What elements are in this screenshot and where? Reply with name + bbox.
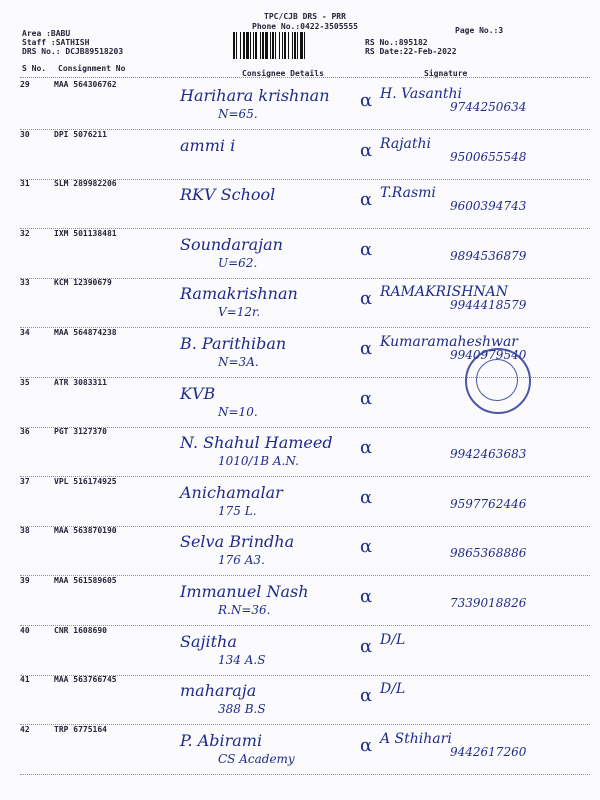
ampersand-mark: α [360, 685, 373, 706]
row-sno: 30 [20, 130, 30, 139]
consignment-number: KCM 12390679 [54, 278, 112, 287]
consignee-name: RKV School [180, 185, 276, 204]
staff-label: Staff :SATHISH [22, 38, 90, 47]
table-row [20, 477, 590, 527]
consignee-detail: 1010/1B A.N. [218, 454, 299, 468]
row-sno: 29 [20, 80, 30, 89]
ampersand-mark: α [360, 338, 373, 359]
consignee-name: N. Shahul Hameed [180, 433, 333, 452]
col-signature: Signature [424, 69, 468, 78]
table-row [20, 130, 590, 180]
consignee-detail: N=3A. [218, 355, 259, 369]
consignee-name: Ramakrishnan [180, 284, 298, 303]
consignment-number: VPL 516174925 [54, 477, 117, 486]
table-row [20, 675, 590, 725]
ampersand-mark: α [360, 586, 373, 607]
phone-number-written: 9442617260 [450, 745, 527, 759]
col-consignment: Consignment No [58, 64, 126, 73]
ampersand-mark: α [360, 735, 373, 756]
rs-number: RS No.:895182 [365, 38, 428, 47]
consignment-number: PGT 3127370 [54, 427, 107, 436]
consignment-number: CNR 1608690 [54, 626, 107, 635]
row-sno: 35 [20, 378, 30, 387]
table-row [20, 626, 590, 676]
phone-number-written: 7339018826 [450, 596, 527, 610]
consignee-name: Soundarajan [180, 235, 283, 254]
consignee-name: Anichamalar [180, 483, 283, 502]
ampersand-mark: α [360, 536, 373, 557]
drs-number: DRS No.: DCJB89518203 [22, 47, 124, 56]
table-row [20, 80, 590, 130]
phone-number-written: 9500655548 [450, 150, 527, 164]
consignment-number: MAA 563766745 [54, 675, 117, 684]
phone-number: Phone No.:0422-3505555 [252, 22, 358, 31]
row-sno: 33 [20, 278, 30, 287]
consignee-detail: N=10. [218, 405, 258, 419]
consignee-name: ammi i [180, 136, 236, 155]
row-sno: 37 [20, 477, 30, 486]
consignment-number: MAA 564874238 [54, 328, 117, 337]
ampersand-mark: α [360, 437, 373, 458]
table-row [20, 526, 590, 576]
consignee-detail: N=65. [218, 107, 258, 121]
row-sno: 41 [20, 675, 30, 684]
phone-number-written: 9944418579 [450, 298, 527, 312]
row-sno: 36 [20, 427, 30, 436]
consignee-name: Selva Brindha [180, 532, 295, 551]
table-row [20, 427, 590, 477]
row-sno: 39 [20, 576, 30, 585]
ampersand-mark: α [360, 487, 373, 508]
header-left-block [22, 29, 123, 56]
consignee-name: Harihara krishnan [180, 86, 330, 105]
signature: H. Vasanthi [380, 86, 462, 102]
col-consignee: Consignee Details [242, 69, 324, 78]
phone-number-written: 9600394743 [450, 199, 527, 213]
header-divider [20, 77, 590, 78]
ampersand-mark: α [360, 90, 373, 111]
consignee-detail: 175 L. [218, 504, 257, 518]
signature: Kumaramaheshwar [380, 334, 518, 350]
row-sno: 34 [20, 328, 30, 337]
consignment-number: IXM 501138481 [54, 229, 117, 238]
consignee-name: Sajitha [180, 632, 237, 651]
consignee-detail: R.N=36. [218, 603, 271, 617]
row-sno: 38 [20, 526, 30, 535]
ampersand-mark: α [360, 140, 373, 161]
consignment-number: SLM 289982206 [54, 179, 117, 188]
table-row [20, 278, 590, 328]
row-sno: 32 [20, 229, 30, 238]
signature: A Sthihari [380, 731, 452, 747]
consignee-detail: CS Academy [218, 752, 295, 766]
barcode [233, 32, 357, 59]
consignment-number: ATR 3083311 [54, 378, 107, 387]
table-row [20, 229, 590, 279]
row-sno: 42 [20, 725, 30, 734]
signature: Rajathi [380, 136, 432, 152]
consignee-detail: 176 A3. [218, 553, 265, 567]
consignee-detail: U=62. [218, 256, 258, 270]
signature: D/L [380, 681, 406, 697]
phone-number-written: 9597762446 [450, 497, 527, 511]
ampersand-mark: α [360, 636, 373, 657]
table-row [20, 179, 590, 229]
doc-title: TPC/CJB DRS - PRR [264, 12, 346, 21]
ampersand-mark: α [360, 239, 373, 260]
ampersand-mark: α [360, 388, 373, 409]
phone-number-written: 9744250634 [450, 100, 527, 114]
consignment-number: MAA 564306762 [54, 80, 117, 89]
header-right-block [365, 38, 457, 56]
signature: RAMAKRISHNAN [380, 284, 509, 300]
signature: D/L [380, 632, 406, 648]
page-number: Page No.:3 [455, 26, 504, 35]
row-sno: 31 [20, 179, 30, 188]
phone-number-written: 9865368886 [450, 546, 527, 560]
signature: T.Rasmi [380, 185, 436, 201]
rs-date: RS Date:22-Feb-2022 [365, 47, 457, 56]
consignee-name: maharaja [180, 681, 257, 700]
consignment-number: DPI 5076211 [54, 130, 107, 139]
consignment-number: MAA 563870190 [54, 526, 117, 535]
consignment-number: MAA 561589605 [54, 576, 117, 585]
phone-number-written: 9894536879 [450, 249, 527, 263]
table-row [20, 725, 590, 775]
area-label: Area :BABU [22, 29, 71, 38]
phone-number-written: 9940979540 [450, 348, 527, 362]
ampersand-mark: α [360, 189, 373, 210]
consignee-name: B. Parithiban [180, 334, 287, 353]
row-sno: 40 [20, 626, 30, 635]
consignment-number: TRP 6775164 [54, 725, 107, 734]
consignee-detail: V=12r. [218, 305, 261, 319]
consignee-name: KVB [180, 384, 216, 403]
ampersand-mark: α [360, 288, 373, 309]
delivery-stamp [465, 348, 531, 414]
consignee-detail: 134 A.S [218, 653, 266, 667]
consignee-detail: 388 B.S [218, 702, 266, 716]
consignee-name: P. Abirami [180, 731, 263, 750]
phone-number-written: 9942463683 [450, 447, 527, 461]
row-divider [20, 774, 590, 775]
consignee-name: Immanuel Nash [180, 582, 309, 601]
col-sno: S No. [22, 64, 47, 73]
table-row [20, 576, 590, 626]
